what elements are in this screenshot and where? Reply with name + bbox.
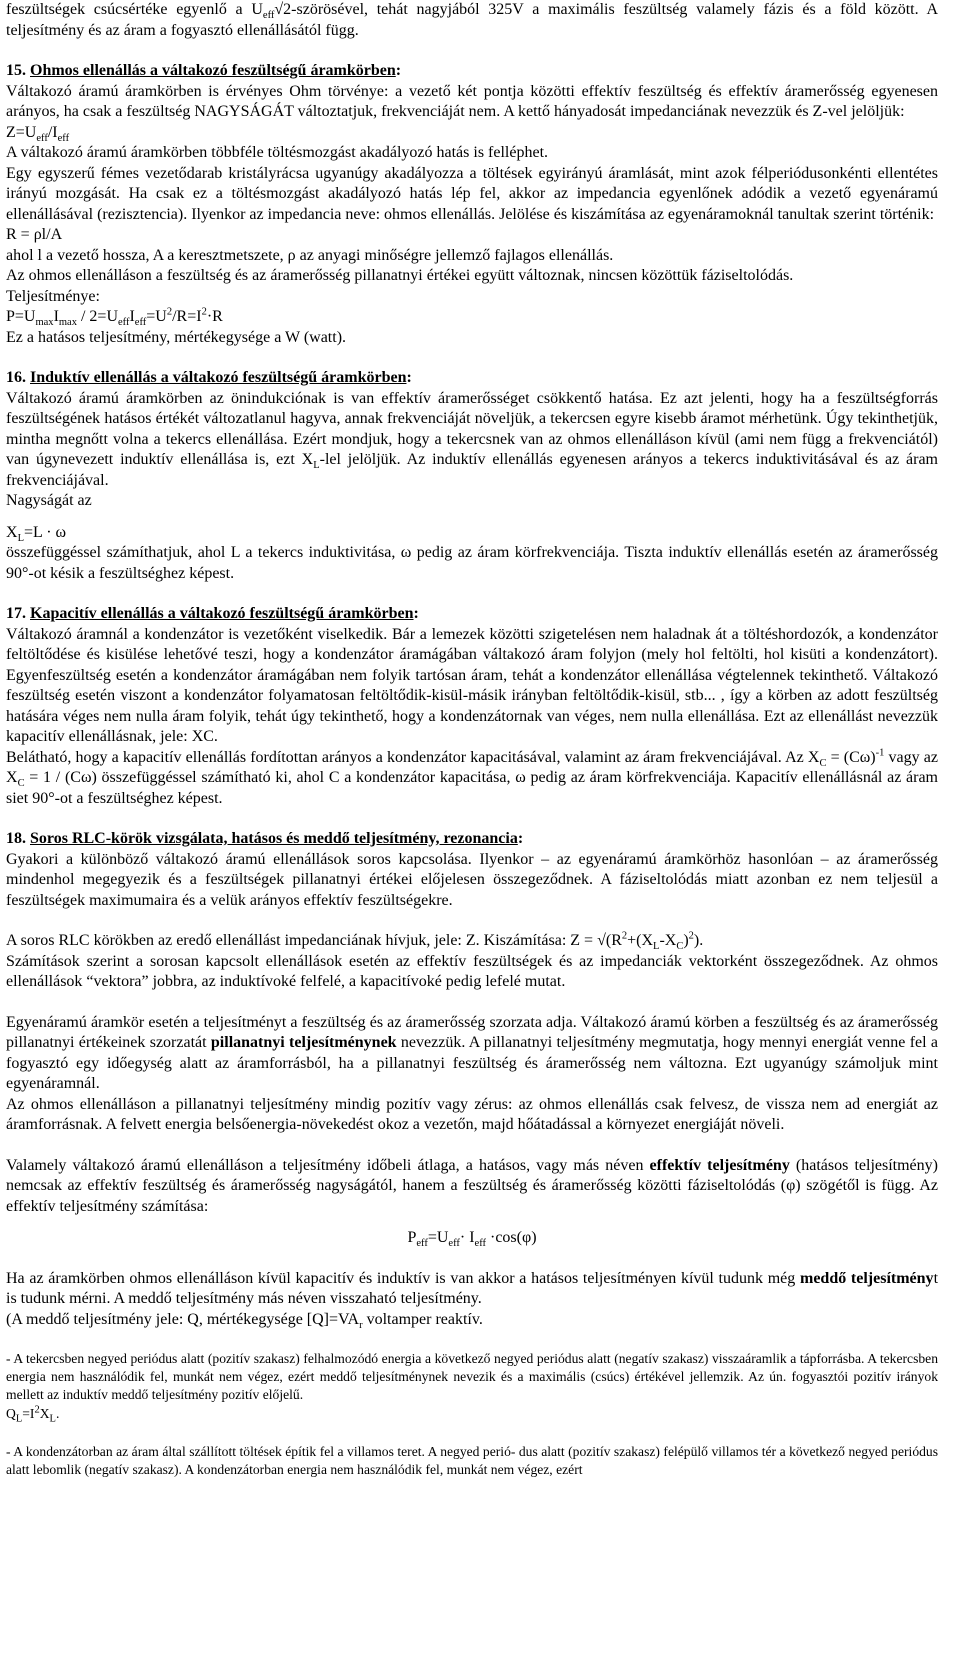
section-17-heading: 17. Kapacitív ellenállás a váltakozó feszültségű áramkörben: [6, 605, 419, 622]
section-15-paragraph: Teljesítménye: [6, 287, 100, 305]
section-16-paragraph: Váltakozó áramú áramkörben az önindukciónak is van effektív áramerősséget csökkentő hatása. Ez azt jelenti, hogy ha a feszültségforrás feszültségének hatásos értékét változatlanul hagyva, annak frekvenciáját növeljük, a tekercsen egyre kisebb áramot mérhetünk. Úgy tekinthetjük, mintha megnőtt volna a tekercs ellenállása. Ezért mondjuk, hogy a tekercsnek van az ohmos ellenálláson kívül (ami nem függ a frekvenciától) van úgynevezett induktív ellenállása is, ezt $X_L$-lel jelöljük. Az induktív ellenállás egyenesen arányos a tekercs induktivitásával és az áram frekvenciájával. [6, 389, 939, 489]
effective-power-formula: $P_{eff}=U_{eff}\cdot I_{eff} \cdot\cos(\varphi)$ [407, 1229, 537, 1250]
section-18-heading: 18. Soros RLC-körök vizsgálata, hatásos és meddő teljesítmény, rezonancia: [6, 830, 524, 847]
section-18-paragraph: Ha az áramkörben ohmos ellenálláson kívül kapacitív és induktív is van akkor a hatásos teljesítményen kívül tudunk még meddő teljesítményt is tudunk mérni. A meddő teljesítmény más néven visszaható teljesítmény. [6, 1269, 939, 1307]
inductive-reactance-formula: $X_L=L \cdot \omega$ [6, 523, 67, 544]
section-18-paragraph: Valamely váltakozó áramú ellenálláson a teljesítmény időbeli átlaga, a hatásos, vagy más néven effektív teljesítmény (hatásos teljesítmény) nemcsak az effektív feszültség és áramerősség nagyságától, hanem a feszültség és áramerősség közötti fáziseltolódás (φ) szögétől is függ. Az effektív teljesítmény számítása: [6, 1156, 938, 1215]
section-17-paragraph: Váltakozó áramnál a kondenzátor is vezetőként viselkedik. Bár a lemezek közötti szigetelésen nem haladnak át a töltéshordozók, a kondenzátor feltöltődése és kisülése lehetővé teszi, hogy a kondenzátor áramágában váltakozó áram folyjon (mely hol feltölti, hol kisüti a kondenzátort). Egyenfeszültség esetén a kondenzátor áramágában nem folyik tartósan áram, tehát a kondenzátor ellenállása végtelennek tekinthető. Váltakozó feszültség esetén viszont a kondenzátor folyamatosan feltöltődik-kisül-másik irányban feltöltődik-kisül, stb... , így a körben az adott feszültség hatására véges nem nulla áram folyik, tehát úgy tekinthető, hogy a kondenzátornak van véges, nem nulla ellenállása. Ezt az ellenállást nevezzük kapacitív ellenállásnak, jele: XC. [6, 625, 938, 745]
section-16-paragraph: összefüggéssel számíthatjuk, ahol L a tekercs induktivitása, ω pedig az áram körfrekvenciája. Tiszta induktív ellenállás esetén az áramerősség 90°-ot késik a feszültséghez képest. [6, 544, 938, 582]
section-15-paragraph: Ez a hatásos teljesítmény, mértékegysége a W (watt). [6, 328, 347, 346]
section-15-heading: 15. Ohmos ellenállás a váltakozó feszültségű áramkörben: [6, 62, 402, 79]
section-18-paragraph: Az ohmos ellenálláson a pillanatnyi teljesítmény mindig pozitív vagy zérus: az ohmos ellenállás csak felvesz, de vissza nem ad energiát az áramforrásnak. A felvett energia belsőenergia-növekedést okoz a vezetőn, majd hőátadással a környezet energiáját növeli. [6, 1095, 938, 1133]
section-18-paragraph: Gyakori a különböző váltakozó áramú ellenállások soros kapcsolása. Ilyenkor – az egyenáramú áramkörhöz hasonlóan – az áramerősség mindenhol megegyezik és a feszültségek pillanatnyi értékei előjelesen összegeződnek. A fáziseltolódás miatt azonban ez nem teljesül a feszültségek maximumaira és a velük arányos effektív feszültségekre. [6, 850, 938, 909]
resistance-formula: R = ρl/A [6, 226, 63, 243]
section-15-paragraph: A váltakozó áramú áramkörben többféle töltésmozgást akadályozó hatás is felléphet. [6, 144, 549, 161]
section-15-paragraph: ahol l a vezető hossza, A a keresztmetszete, ρ az anyagi minőségre jellemző fajlagos ellenállás. [6, 246, 614, 264]
section-18-paragraph: (A meddő teljesítmény jele: Q, mértékegysége $[Q]=VA_r$ voltamper reaktív. [6, 1310, 483, 1331]
capacitor-note: - A kondenzátorban az áram által szállított töltések építik fel a villamos teret. A negyed perió- dus alatt (pozitív szakasz) felépülő villamos tér a következő negyed periódus alatt lebomlik (negatív szakasz). A kondenzátorban energia nem használódik fel, munkát nem végez, ezért [6, 1443, 938, 1478]
inductor-note: - A tekercsben negyed periódus alatt (pozitív szakasz) felhalmozódó energia a következő negyed periódus alatt (negatív szakasz) visszaáramlik a tápforrásba. A tekercsben energia nem használódik fel, munkát nem végez, ezért meddő teljesítménynek nevezik és a maximális (csúcs) értékével jellemzik. Az ún. fogyasztói pozitív irányok mellett az induktív meddő teljesítmény pozitív előjelű. [6, 1351, 938, 1403]
section-15-paragraph: Váltakozó áramú áramkörben is érvényes Ohm törvénye: a vezető két pontja közötti effektív feszültség és effektív áramerősség egyenesen arányos, ha csak a feszültség NAGYSÁGÁT változtatjuk, frekvenciáját nem. A kettő hányadosát impedanciának nevezzük és Z-vel jelöljük: [6, 82, 938, 120]
impedance-formula: $Z=U_{eff}/I_{eff}$ [6, 123, 70, 144]
power-formula: $P=U_{max}I_{max} / 2=U_{eff}I_{eff}=U^2/R=I^2\cdot R$ [6, 306, 223, 329]
intro-paragraph: feszültségek csúcsértéke egyenlő a $U_{eff}√2$-szörösével, tehát nagyjából 325V a maximális feszültség valamely fázis és a föld között. A teljesítmény és az áram a fogyasztó ellenállásától függ. [6, 1, 938, 39]
section-15-paragraph: Egy egyszerű fémes vezetődarab kristályrácsa ugyanúgy akadályozza a töltések egyirányú áramlását, mint azok félperiódusonkénti ellentétes irányú mozgását. Ha csak ez a töltésmozgást akadályozó hatás lép fel, akkor az impedancia egyenlőnek adódik a vezető egyenáramú ellenállásával (rezisztencia). Ilyenkor az impedancia neve: ohmos ellenállás. Jelölése és kiszámítása az egyenáramoknál tanultak szerint történik: [6, 164, 938, 223]
section-17-paragraph: Belátható, hogy a kapacitív ellenállás fordítottan arányos a kondenzátor kapacitásával, valamint az áram frekvenciájával. Az $X_C = (C\omega)^{-1}$ vagy az $X_C = 1 / (C\omega)$ összefüggéssel számítható ki, ahol C a kondenzátor kapacitása, ω pedig az áram körfrekvenciája. Kapacitív ellenállásnál az áram siet 90°-ot a feszültséghez képest. [6, 747, 938, 807]
inductive-reactive-power-formula: $Q_L=I^2X_L$. [6, 1404, 60, 1425]
section-15-paragraph: Az ohmos ellenálláson a feszültség és az áramerősség pillanatnyi értékei együtt változnak, nincsen közöttük fáziseltolódás. [6, 267, 794, 284]
section-16-paragraph: Nagyságát az [6, 492, 92, 509]
rlc-impedance-paragraph: A soros RLC körökben az eredő ellenállást impedanciának hívjuk, jele: Z. Kiszámítása: $Z = √(R^2+(X_L-X_C)^2)$. [6, 930, 704, 953]
section-16-heading: 16. Induktív ellenállás a váltakozó feszültségű áramkörben: [6, 369, 412, 386]
section-18-paragraph: Egyenáramú áramkör esetén a teljesítményt a feszültség és az áramerősség szorzata adja. Váltakozó áramú körben a feszültség és az áramerősség pillanatnyi értékeinek szorzatát pillanatnyi teljesítménynek nevezzük. A pillanatnyi teljesítmény megmutatja, hogy mennyi energiát venne fel a fogyasztó egy időegység alatt az áramforrásból, ha a pillanatnyi feszültség és áramerősség nem változna. Ezt ugyanúgy számoljuk mint egyenáramnál. [6, 1013, 938, 1092]
section-18-paragraph: Számítások szerint a sorosan kapcsolt ellenállások esetén az effektív feszültségek és az impedanciák vektorként összegeződnek. Az ohmos ellenállások “vektora” jobbra, az induktívoké felfelé, a kapacitívoké pedig lefelé mutat. [6, 952, 938, 990]
